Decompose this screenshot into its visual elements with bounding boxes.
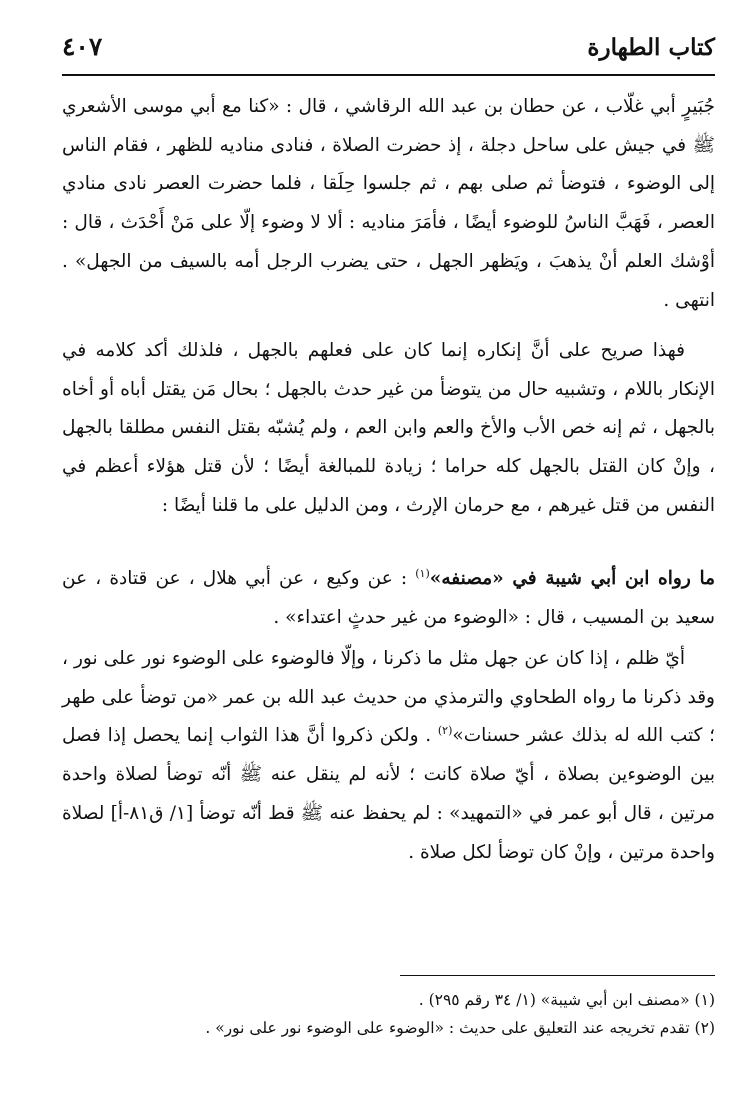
main-text xyxy=(62,88,715,872)
paragraph-4-text-b: . ولكن ذكروا أنَّ هذا الثواب إنما يحصل إذا فصل بين الوضوءين بصلاة ، أيّ صلاة كانت ؛ لأنه لم ينقل عنه ﷺ أنّه توضأ لصلاة واحدة مرتين ، قال أبو عمر في «التمهيد» : لم يحفظ عنه ﷺ قط أنّه توضأ [١/ ق٨١-أ] لصلاة واحدة مرتين ، وإنْ كان توضأ لكل صلاة . xyxy=(62,725,716,863)
page-header xyxy=(62,28,715,76)
paragraph-4-text-a: أيّ ظلم ، إذا كان عن جهل مثل ما ذكرنا ، وإلّا فالوضوء على الوضوء نور على نور ، وقد ذكرنا ما رواه الطحاوي والترمذي من حديث عبد الله بن عمر «من توضأ على طهر ؛ كتب الله له بذلك عشر حسنات» xyxy=(62,648,715,747)
running-title: كتاب الطهارة xyxy=(587,34,715,61)
paragraph-1: جُبَيرٍ أبي غلّاب ، عن حطان بن عبد الله الرقاشي ، قال : «كنا مع أبي موسى الأشعري ﷺ في جيش على ساحل دجلة ، إذ حضرت الصلاة ، فنادى مناديه للظهر ، فقام الناس إلى الوضوء ، فتوضأ ثم صلى بهم ، ثم جلسوا حِلَقا ، فلما حضرت العصر نادى منادي العصر ، فَهَبَّ الناسُ للوضوء أيضًا ، فأمَرَ مناديه : ألا لا وضوء إلّا على مَنْ أَحْدَث ، قال : أوْشك العلم أنْ يذهبَ ، ويَظهر الجهل ، حتى يضرب الرجل أمه بالسيف من الجهل» . انتهى . xyxy=(62,96,715,311)
paragraph-3 xyxy=(62,560,715,640)
footnote-separator xyxy=(400,975,715,976)
footnote-marker-2: (٢) xyxy=(437,724,453,738)
footnote-marker-1: (١) xyxy=(415,566,430,580)
footnote-1: (١) «مصنف ابن أبي شيبة» (١/ ٣٤ رقم ٢٩٥) . xyxy=(418,991,715,1009)
paragraph-2: فهذا صريح على أنَّ إنكاره إنما كان على فعلهم بالجهل ، فلذلك أكد كلامه في الإنكار باللام ، وتشبيه حال من يتوضأ من غير حدث بالجهل ؛ بحال مَن يقتل أباه أو أخاه بالجهل ، ثم إنه خص الأب والأخ والعم وابن العم ، ولم يُشبّه بقتل النفس مطلقا بالجهل ، وإنْ كان القتل بالجهل كله حراما ؛ زيادة للمبالغة أيضًا ؛ لأن قتل هؤلاء أعظم في النفس من قتل غيرهم ، مع حرمان الإرث ، ومن الدليل على ما قلنا أيضًا : xyxy=(62,340,715,516)
paragraph-4 xyxy=(62,640,715,872)
page-number: ٤٠٧ xyxy=(62,32,103,61)
footnotes xyxy=(62,986,715,1042)
paragraph-3-text: : عن وكيع ، عن أبي هلال ، عن قتادة ، عن سعيد بن المسيب ، قال : «الوضوء من غير حدثٍ اعتداء» . xyxy=(62,568,715,628)
source-citation: ما رواه ابن أبي شيبة في «مصنفه» xyxy=(429,568,715,589)
footnote-2: (٢) تقدم تخريجه عند التعليق على حديث : «الوضوء على الوضوء نور على نور» . xyxy=(205,1019,715,1037)
